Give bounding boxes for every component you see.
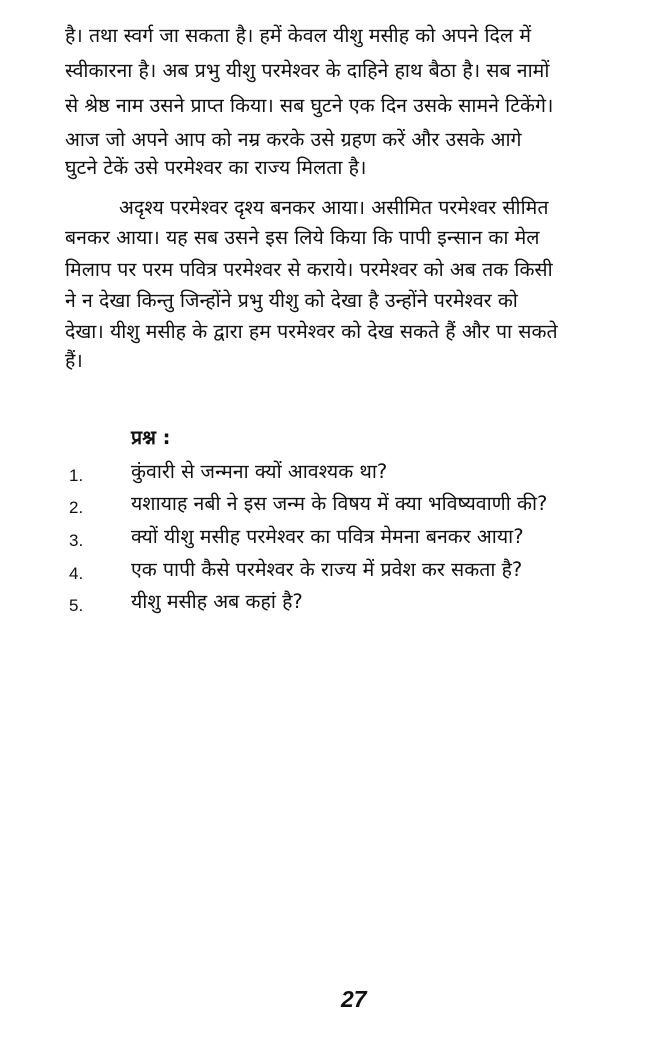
- text-line: ने न देखा किन्तु जिन्होंने प्रभु यीशु को देखा है उन्होंने परमेश्वर को: [65, 289, 518, 312]
- text-line: बनकर आया। यह सब उसने इस लिये किया कि पापी इन्सान का मेल: [65, 226, 540, 249]
- text-line: आज जो अपने आप को नम्र करके उसे ग्रहण करें और उसके आगे: [65, 128, 522, 151]
- text-line: हैं।: [65, 349, 83, 372]
- questions-heading: प्रश्न :: [131, 426, 171, 449]
- text-line: स्वीकारना है। अब प्रभु यीशु परमेश्वर के दाहिने हाथ बैठा है। सब नामों: [65, 59, 550, 82]
- text-line: घुटने टेकें उसे परमेश्वर का राज्य मिलता है।: [65, 156, 367, 179]
- text-line: अदृश्य परमेश्वर दृश्य बनकर आया। असीमित परमेश्वर सीमित: [119, 196, 549, 219]
- question-text: यशायाह नबी ने इस जन्म के विषय में क्या भविष्यवाणी की?: [131, 492, 548, 515]
- question-text: एक पापी कैसे परमेश्वर के राज्य में प्रवेश कर सकता है?: [131, 558, 523, 581]
- question-text: कुंवारी से जन्मना क्यों आवश्यक था?: [131, 460, 388, 483]
- text-line: से श्रेष्ठ नाम उसने प्राप्त किया। सब घुटने एक दिन उसके सामने टिकेंगे।: [65, 94, 554, 117]
- text-line: देखा। यीशु मसीह के द्वारा हम परमेश्वर को देख सकते हैं और पा सकते: [65, 320, 558, 343]
- question-text: क्यों यीशु मसीह परमेश्वर का पवित्र मेमना बनकर आया?: [131, 525, 524, 548]
- question-number: 5.: [69, 596, 84, 615]
- question-number: 3.: [69, 531, 84, 550]
- question-text: यीशु मसीह अब कहां है?: [131, 590, 303, 613]
- question-number: 2.: [69, 498, 84, 517]
- question-number: 4.: [69, 564, 84, 583]
- page-number: 27: [341, 986, 367, 1012]
- text-line: है। तथा स्वर्ग जा सकता है। हमें केवल यीशु मसीह को अपने दिल में: [65, 24, 531, 47]
- question-number: 1.: [69, 466, 84, 485]
- text-line: मिलाप पर परम पवित्र परमेश्वर से कराये। परमेश्वर को अब तक किसी: [65, 258, 553, 281]
